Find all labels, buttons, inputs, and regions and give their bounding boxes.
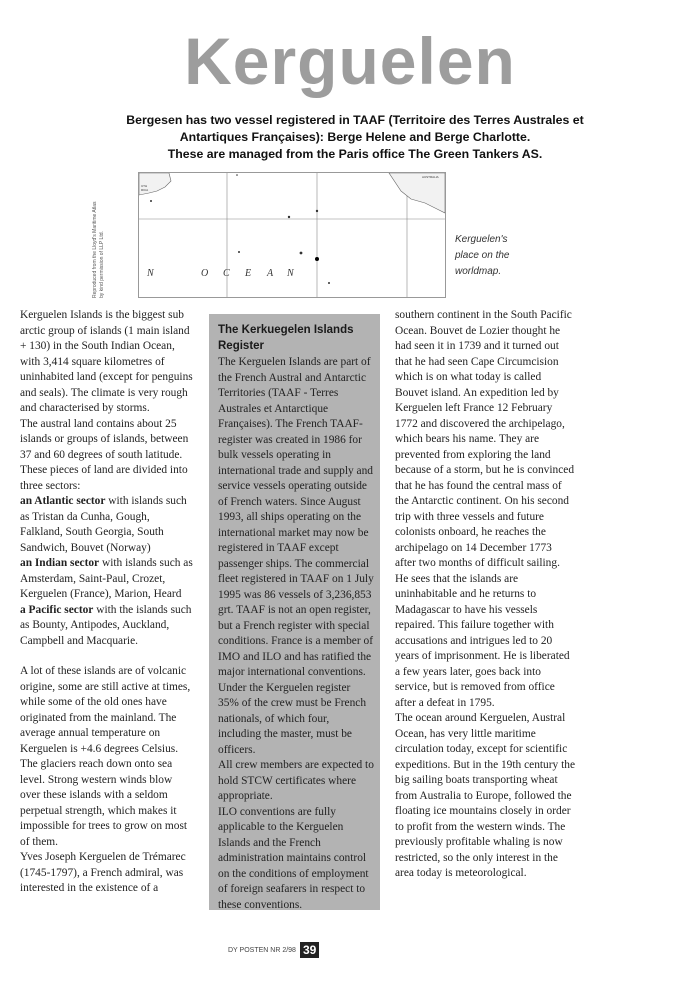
column-right <box>395 308 575 882</box>
australia-label: AUSTRALIA <box>422 175 439 179</box>
island-dot <box>150 200 152 202</box>
island-dot <box>236 174 238 176</box>
page-number: 39 <box>300 942 319 958</box>
paragraph: ILO conventions are fully applicable to the Kerguelen Islands and the French administration maintains control on the conditions of employment of foreign seafarers in respect to these conventions. <box>218 805 369 911</box>
page-footer <box>228 942 319 958</box>
map-credit-line: Reproduced from the Lloyd's Maritime Atlas <box>92 201 98 298</box>
ocean-letter: N <box>287 268 294 279</box>
intro-text <box>60 112 650 163</box>
paragraph: The ocean around Kerguelen, Austral Ocean, has very little maritime circulation today, except for scientific expeditions. But in the 19th century the big sailing boats transporting wheat from Australia to Europe, followed the floating ice mountains closely in order to profit from the western winds. The previously profitable whaling is now restricted, so the only interest in the area today is meteorological. <box>395 712 576 879</box>
australia-coast <box>389 173 445 213</box>
paragraph: southern continent in the South Pacific Ocean. Bouvet de Lozier thought he had seen it in 1739 and it turned out that he had seen Cape Circumcision which is on what today is called Bouvet island. An expedition led by Kerguelen left France 12 February 1772 and discovered the archipelago, which bears his name. They are prevented from exploring the land because of a storm, but he is convinced that he has found the central mass of the Antarctic continent. On his second trip with three vessels and future colonists onboard, he reaches the archipelago on 14 December 1773 after two months of difficult sailing. He sees that the islands are uninhabitable and he returns to Madagascar to have his vessels repaired. This failure together with accusations and intrigues led to 20 years of imprisonment. He is liberated a few years later, goes back into service, but is removed from office after a defeat in 1795. <box>395 309 575 709</box>
column-left <box>20 308 195 897</box>
south-africa-label: RICA <box>141 188 149 192</box>
sector-item <box>20 556 195 603</box>
heard-island-dot <box>328 282 330 284</box>
paragraph: Yves Joseph Kerguelen de Trémarec (1745-1797), a French admiral, was interested in the existence of a <box>20 851 186 894</box>
map-caption-line: worldmap. <box>455 266 502 277</box>
paragraph: A lot of these islands are of volcanic origine, some are still active at times, while some of the old ones have originated from the mainland. The average annual temperature on Kerguelen is +4.6 degrees Celsius. The glaciers reach down onto sea level. Strong western winds blow over these islands with a seldom perpetual strength, which makes it impossible for trees to grow on most of them. <box>20 665 191 848</box>
page-title: Kerguelen <box>184 24 516 98</box>
map-islands <box>150 174 318 254</box>
south-africa-label: UTH <box>141 184 148 188</box>
paragraph: Kerguelen Islands is the biggest sub arctic group of islands (1 main island + 130) in the South Indian Ocean, with 3,414 square kilometres of uninhabited land (except for penguins and seals). The climate is very rough and characterised by storms. <box>20 309 193 414</box>
world-map <box>138 172 446 298</box>
island-dot <box>238 251 240 253</box>
column-middle <box>218 322 374 913</box>
ocean-letter: O <box>201 268 209 279</box>
paragraph: All crew members are expected to hold STCW certificates where appropriate. <box>218 759 374 802</box>
kerguelen-marker <box>315 257 319 261</box>
sidebar-heading: The Kerkuegelen Islands Register <box>218 324 354 352</box>
map-caption-line: place on the <box>455 250 510 261</box>
paragraph: The austral land contains about 25 islands or groups of islands, between 37 and 60 degrees of south latitude. These pieces of land are divided into three sectors: <box>20 417 189 492</box>
map-svg <box>139 173 445 297</box>
ocean-letter: A <box>267 268 274 279</box>
island-dot <box>300 252 303 255</box>
ocean-letter: E <box>245 268 252 279</box>
ocean-letter: C <box>223 268 230 279</box>
map-caption-line: Kerguelen's <box>455 234 508 245</box>
intro-line: Antartiques Françaises): Berge Helene and Berge Charlotte. <box>179 130 531 144</box>
intro-line: These are managed from the Paris office The Green Tankers AS. <box>167 147 543 161</box>
sector-item <box>20 494 195 556</box>
sector-item <box>20 603 195 650</box>
sector-text: with islands such as Amsterdam, Saint-Paul, Crozet, Kerguelen (France), Marion, Heard <box>20 557 193 600</box>
sector-name: a Pacific sector <box>20 603 94 616</box>
island-dot <box>288 216 290 218</box>
map-caption <box>455 232 535 280</box>
map-credit <box>92 178 106 298</box>
sector-name: an Atlantic sector <box>20 495 106 507</box>
sector-text: with the islands such as Bounty, Antipodes, Auckland, Campbell and Macquarie. <box>20 603 192 647</box>
publication-name: DY POSTEN NR 2/98 <box>228 946 296 954</box>
ocean-letter: N <box>147 268 154 279</box>
map-credit-line: by kind permission of LLP Ltd. <box>99 231 105 298</box>
sector-text: with islands such as Tristan da Cunha, Gough, Falkland, South Georgia, South Sandwich, Bouvet (Norway) <box>20 495 187 554</box>
sector-name: an Indian sector <box>20 557 100 569</box>
island-dot <box>316 210 318 212</box>
paragraph: The Kerguelen Islands are part of the French Austral and Antarctic Territories (TAAF - Terres Australes et Antarctique Françaises). The French TAAF-register was created in 1986 for bulk vessels operating in international trade and supply and service vessels operating outside of French waters. Since August 1993, all ships operating on the international market may now be registered in TAAF except passenger ships. The commercial fleet registered in TAAF on 1 July 1995 was 86 vessels of 3,236,853 grt. TAAF is not an open register, but a French register with special conditions. France is a member of IMO and ILO and has ratified the major international conventions. Under the Kerguelen register 35% of the crew must be French nationals, of which four, including the master, must be officers. <box>218 356 374 756</box>
intro-line: Bergesen has two vessel registered in TAAF (Territoire des Terres Australes et <box>126 113 584 127</box>
